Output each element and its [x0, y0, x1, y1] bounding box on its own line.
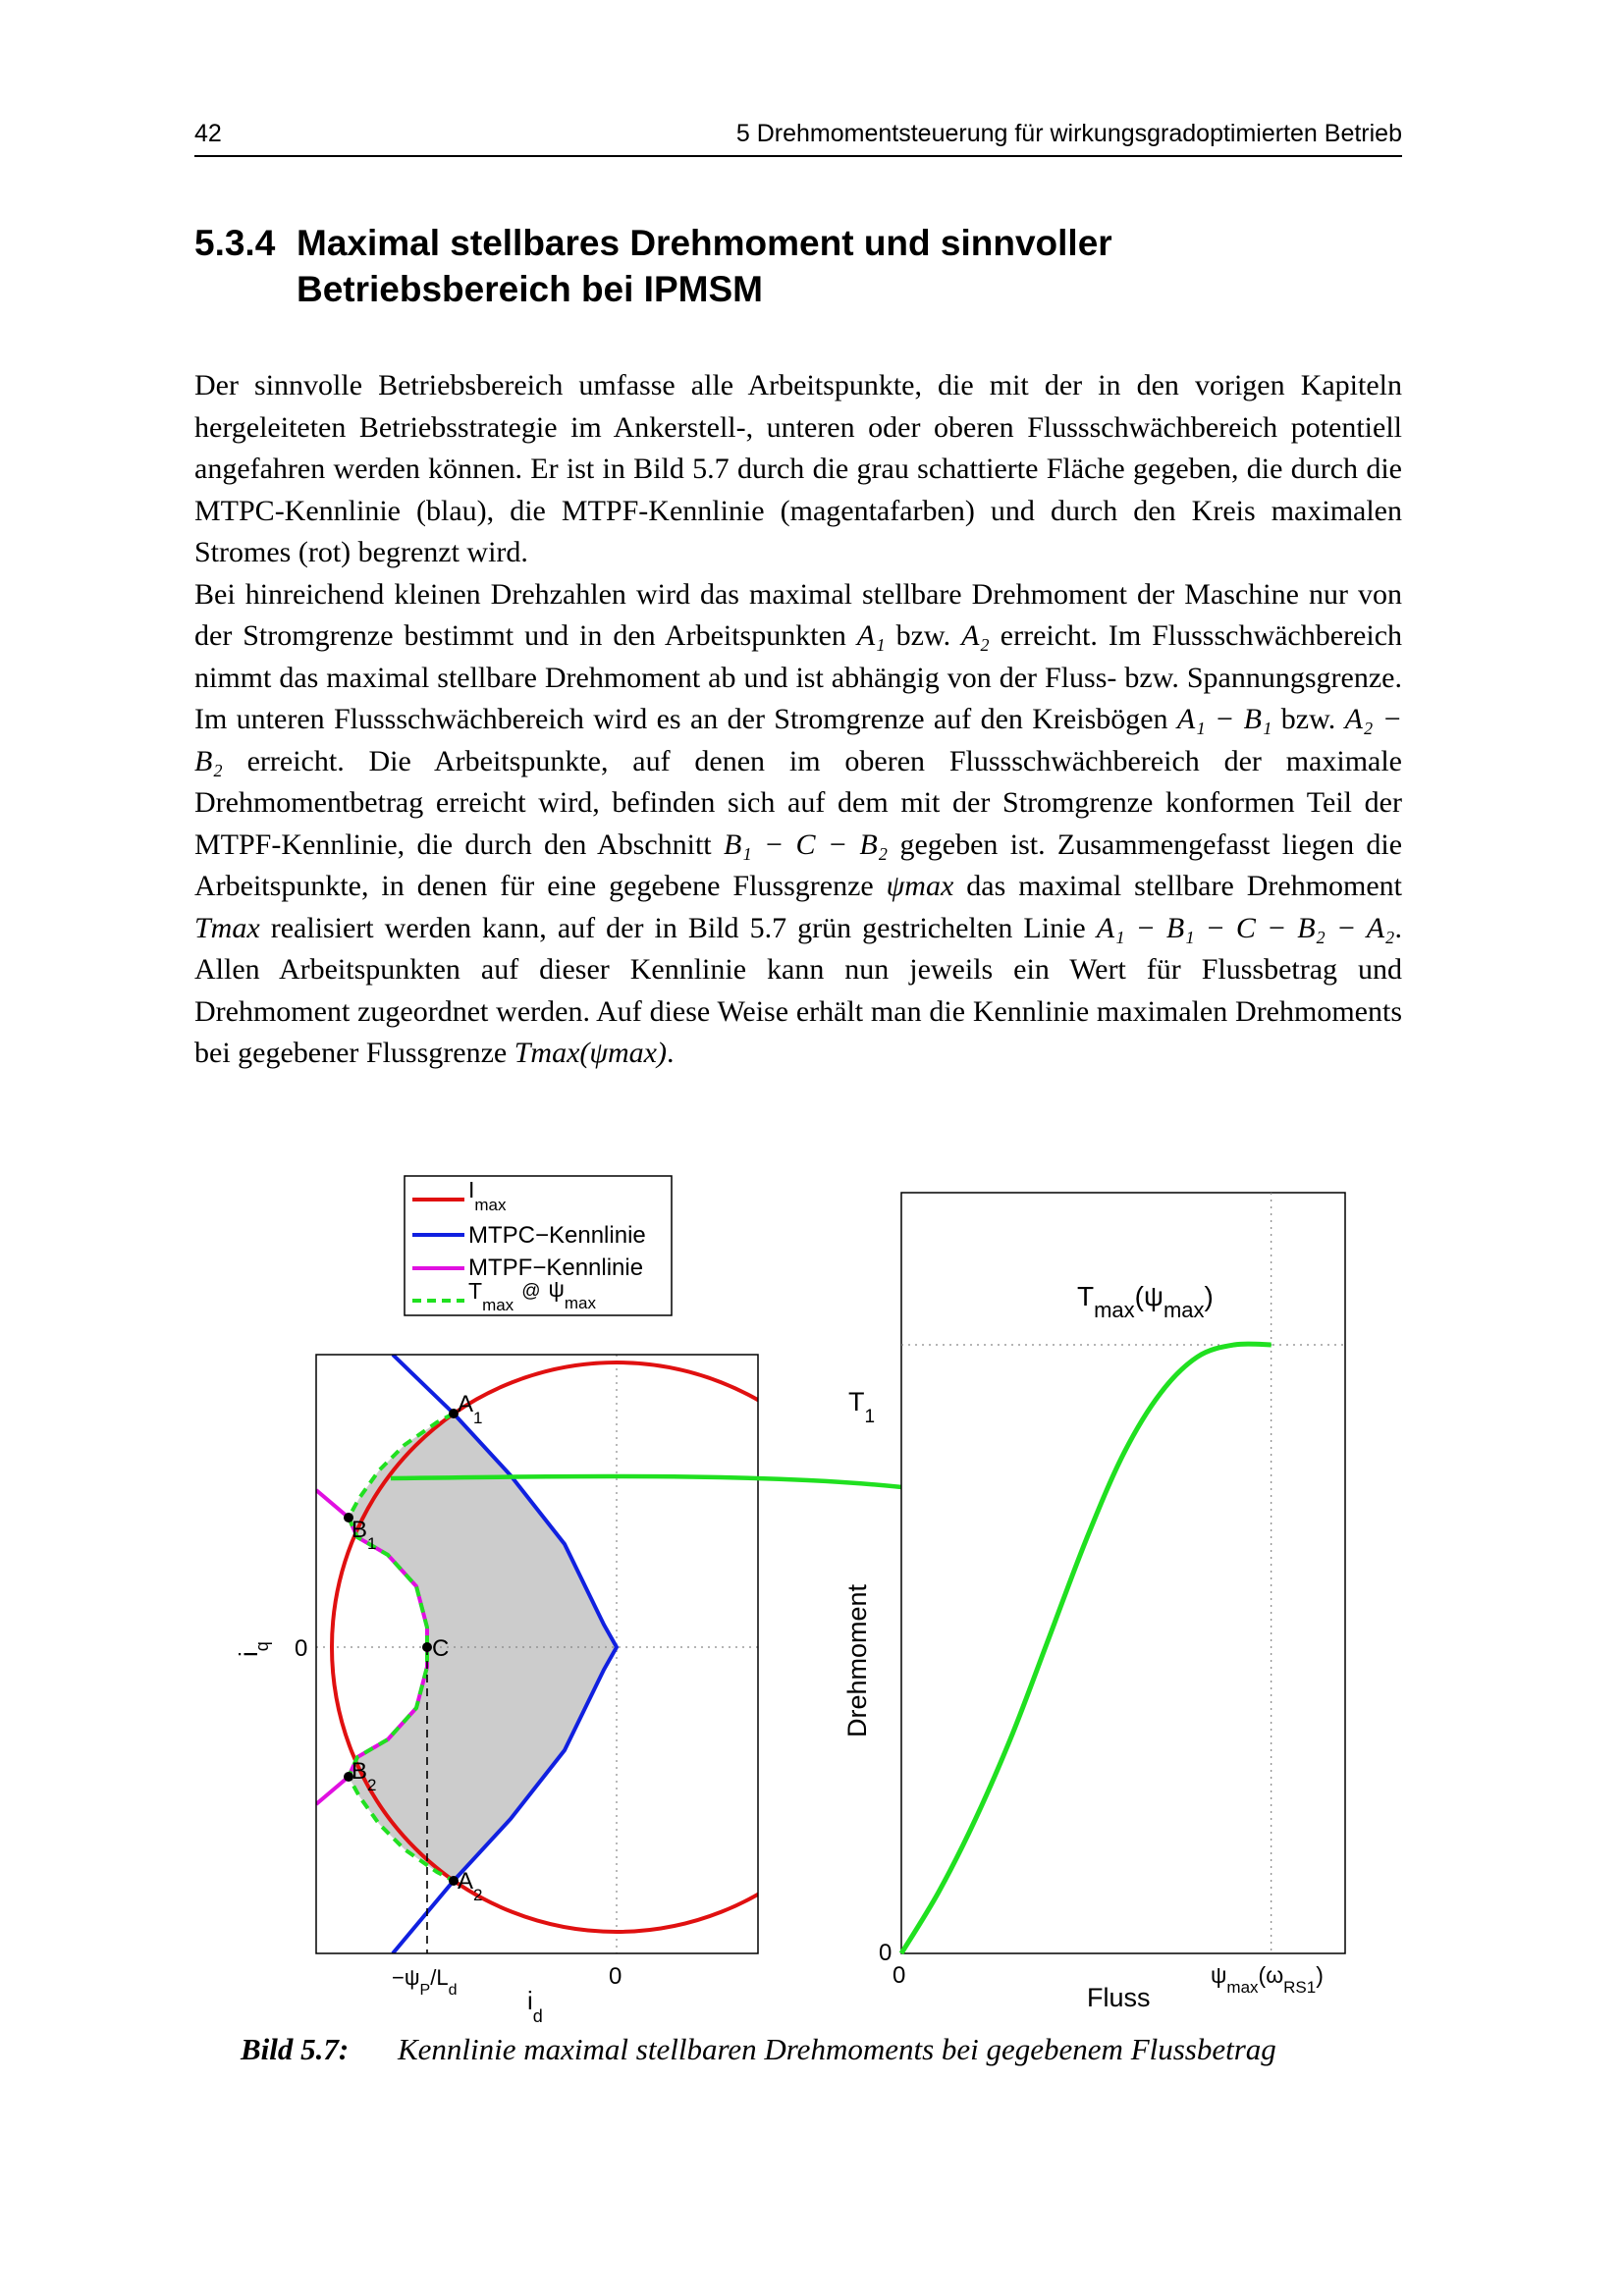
section-title-line1: Maximal stellbares Drehmoment und sinnvoller — [297, 223, 1112, 263]
running-head — [194, 116, 1402, 157]
right-xtick-psimax: $\psi_{max}(\omega_{RS1})$ — [1211, 1962, 1324, 1997]
right-curve-label: $T_{max}(\psi_{max})$ — [1077, 1281, 1214, 1322]
legend-mtpf: MTPF−Kennlinie — [468, 1255, 644, 1281]
right-ytick-zero: 0 — [879, 1940, 893, 1966]
right-ylabel: Drehmoment — [842, 1583, 872, 1737]
point-B1-label: $B_1$ — [352, 1517, 377, 1553]
caption-text: Kennlinie maximal stellbaren Drehmoments bei gegebenem Flussbetrag — [398, 2032, 1276, 2066]
figure-caption — [241, 2032, 1276, 2067]
point-C-dot — [422, 1642, 432, 1652]
paragraph-2: Bei hinreichend kleinen Drehzahlen wird das maximal stellbare Drehmoment der Maschine nur von der Stromgrenze bestimmt und in den Arbeitspunkten A₁ bzw. A₂ erreicht. Im Flussschwächbereich nimmt das maximal stellbare Drehmoment ab und ist abhängig von der Fluss- bzw. Spannungsgrenze. Im unteren Flussschwächbereich wird es an der Stromgrenze auf den Kreisbögen A₁ − B₁ bzw. A₂ − B₂ erreicht. Die Arbeitspunkte, auf denen im oberen Flussschwächbereich der maximale Drehmomentbetrag erreicht wird, befinden sich auf dem mit der Stromgrenze konformen Teil der MTPF-Kennlinie, die durch den Abschnitt B₁ − C − B₂ gegeben ist. Zusammengefasst liegen die Arbeitspunkte, in denen für eine gegebene Flussgrenze ψmax das maximal stellbare Drehmoment Tmax realisiert werden kann, auf der in Bild 5.7 grün gestrichelten Linie A₁ − B₁ − C − B₂ − A₂. Allen Arbeitspunkten auf dieser Kennlinie kann nun jeweils ein Wert für Flussbetrag und Drehmoment zugeordnet werden. Auf diese Weise erhält man die Kennlinie maximalen Drehmoments bei gegebener Flussgrenze Tmax(ψmax). — [194, 577, 1403, 1069]
right-xlabel: Fluss — [1087, 1983, 1151, 2012]
body-text — [194, 365, 1402, 1075]
figure-svg — [0, 1158, 1623, 2042]
left-xtick-zero: 0 — [609, 1963, 622, 1990]
left-xtick-psi: $-\psi_P/L_d$ — [392, 1965, 458, 1999]
paragraph-1: Der sinnvolle Betriebsbereich umfasse alle Arbeitspunkte, die mit der in den vorigen Kapiteln hergeleiteten Betriebsstrategie im Ankerstell-, unteren oder oberen Flussschwächbereich potentiell angefahren werden können. Er ist in Bild 5.7 durch die grau schattierte Fläche gegeben, die durch die MTPC-Kennlinie (blau), die MTPF-Kennlinie (magentafarben) und durch den Kreis maximalen Stromes (rot) begrenzt wird. — [194, 369, 1402, 568]
caption-label: Bild 5.7: — [241, 2032, 350, 2066]
section-title-line2: Betriebsbereich bei IPMSM — [297, 269, 763, 309]
right-plot — [842, 1193, 1345, 2012]
page-number: 42 — [194, 120, 222, 147]
point-C-label: C — [432, 1635, 450, 1662]
point-A1-label: $A_1$ — [458, 1391, 483, 1427]
point-A2-label: $A_2$ — [458, 1868, 483, 1904]
legend-tmax: $T_{max}^@$ $\psi_{max}$ — [468, 1276, 597, 1314]
figure-5-7 — [0, 1158, 1623, 2042]
left-ytick-zero: 0 — [295, 1635, 308, 1662]
section-number: 5.3.4 — [194, 223, 276, 263]
right-ytick-T1: $T_1$ — [848, 1387, 876, 1427]
right-xtick-zero: 0 — [893, 1962, 906, 1989]
left-ylabel: $i_q$ — [234, 1641, 272, 1657]
left-plot — [234, 1355, 901, 2026]
point-B2-label: $B_2$ — [352, 1758, 377, 1794]
left-xlabel: $i_d$ — [527, 1986, 543, 2026]
section-heading — [194, 220, 1112, 312]
legend — [405, 1176, 672, 1315]
legend-imax: $I_{max}$ — [468, 1177, 507, 1214]
chapter-title: 5 Drehmomentsteuerung für wirkungsgradoptimierten Betrieb — [735, 120, 1402, 147]
legend-mtpc: MTPC−Kennlinie — [468, 1222, 646, 1249]
